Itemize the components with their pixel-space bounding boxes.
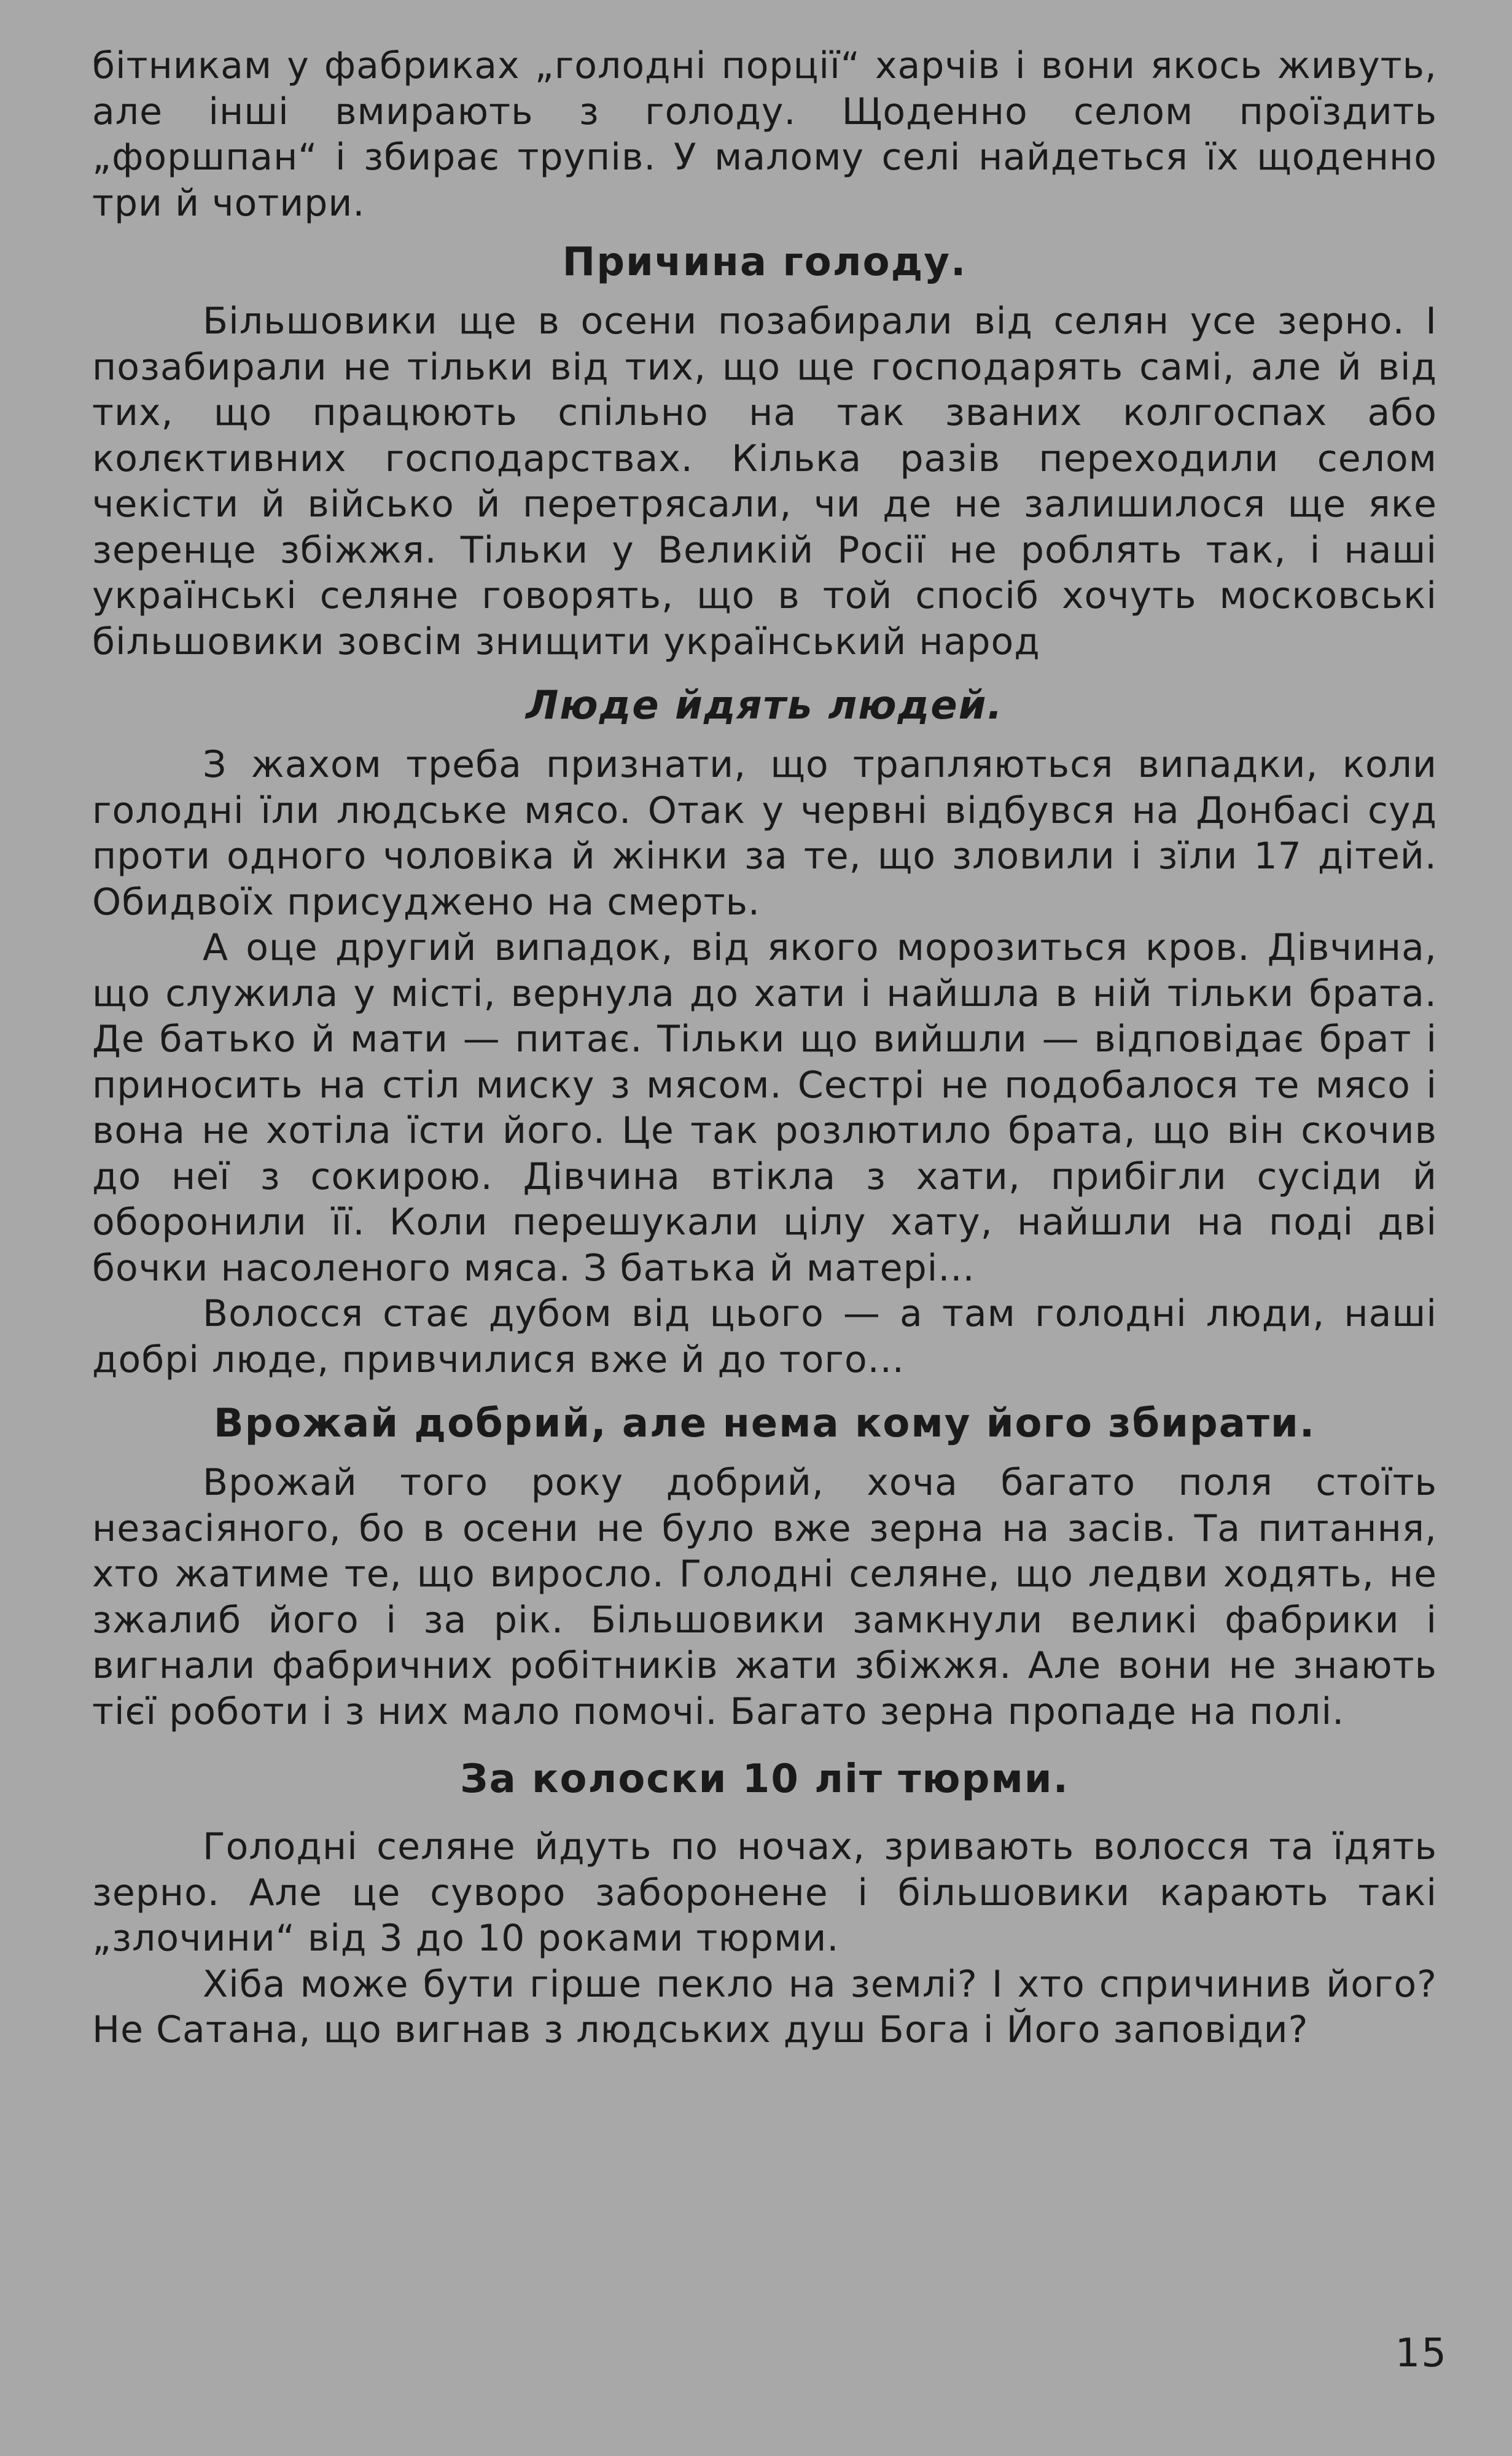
intro-paragraph: бітникам у фабриках „голодні порції“ харчів і вони якось живуть, але інші вмирають з голоду. Щоденно селом проїздить „форшпан“ і збирає трупів. У малому селі найдеться їх щоденно три й чотири. [92,44,1437,225]
section-paragraph: Голодні селяне йдуть по ночах, зривають волосся та їдять зерно. Але це суворо заборонене і більшовики карають такі „злочини“ від 3 до 10 роками тюрми. [92,1825,1437,1960]
section-heading-people-eat-people: Люде йдять людей. [526,683,1003,728]
page-number: 15 [1395,2331,1448,2376]
page-content [92,43,1437,2053]
section-paragraph: З жахом треба признати, що трапляються випадки, коли голодні їли людське мясо. Отак у червні відбувся на Донбасі суд проти одного чоловіка й жінки за те, що зловили і зїли 17 дітей. Обидвоїх присуджено на смерть. [92,743,1437,924]
section-paragraph: Врожай того року добрий, хоча багато поля стоїть незасіяного, бо в осени не було вже зерна на засів. Та питання, хто жатиме те, що виросло. Голодні селяне, що ледви ходять, не зжалиб його і за рік. Більшовики замкнули великі фабрики і вигнали фабричних робітників жати збіжжя. Але вони не знають тієї роботи і з них мало помочі. Багато зерна пропаде на полі. [92,1461,1437,1733]
section-heading-ten-years-prison: За колоски 10 літ тюрми. [460,1756,1069,1802]
section-paragraph: Хіба може бути гірше пекло на землі? І хто спричинив його? Не Сатана, що вигнав з людських душ Бога і Його заповіди? [92,1962,1437,2051]
section-paragraph: Волосся стає дубом від цього — а там голодні люди, наші добрі люде, привчилися вже й до того... [92,1292,1437,1381]
section-paragraph: А оце другий випадок, від якого морозиться кров. Дівчина, що служила у місті, вернула до хати і найшла в ній тільки брата. Де батько й мати — питає. Тільки що вийшли — відповідає брат і приносить на стіл миску з мясом. Сестрі не подобалося те мясо і вона не хотіла їсти його. Це так розлютило брата, що він скочив до неї з сокирою. Дівчина втікла з хати, прибігли сусіди й оборонили її. Коли перешукали цілу хату, найшли на поді дві бочки насоленого мяса. З батька й матері... [92,926,1437,1290]
section-heading-cause-of-famine: Причина голоду. [562,240,967,285]
section-heading-good-harvest: Врожай добрий, але нема кому його збирати. [213,1401,1316,1446]
section-paragraph: Більшовики ще в осени позабирали від селян усе зерно. І позабирали не тільки від тих, що ще господарять самі, але й від тих, що працюють спільно на так званих колгоспах або колєктивних господарствах. Кілька разів переходили селом чекісти й військо й перетрясали, чи де не залишилося ще яке зеренце збіжжя. Тільки у Великій Росії не роблять так, і наші українські селяне говорять, що в той спосіб хочуть московські більшовики зовсім знищити український народ [92,300,1437,663]
